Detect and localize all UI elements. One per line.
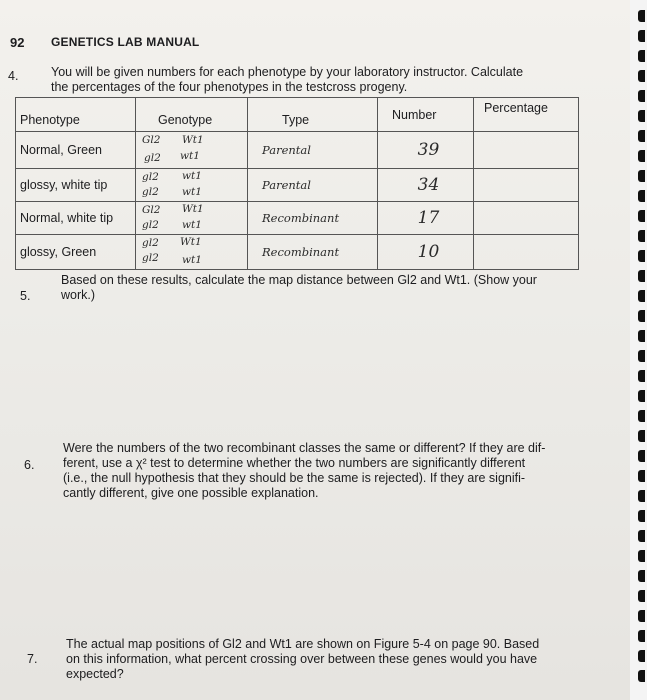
binding-ring: [638, 130, 645, 142]
question-4-number: 4.: [8, 69, 19, 83]
number-cell: 39: [378, 132, 474, 169]
binding-ring: [638, 490, 645, 502]
binding-ring: [638, 190, 645, 202]
question-6-line: cantly different, give one possible explanation.: [63, 486, 319, 500]
question-4-line: the percentages of the four phenotypes in the testcross progeny.: [51, 80, 408, 94]
binding-ring: [638, 610, 645, 622]
type-cell: Recombinant: [248, 202, 378, 235]
binding-ring: [638, 50, 645, 62]
type-cell: Recombinant: [248, 235, 378, 270]
phenotype-table: [15, 97, 579, 270]
question-5-line: Based on these results, calculate the map distance between Gl2 and Wt1. (Show your: [61, 273, 537, 287]
genotype-allele: wt1: [182, 170, 202, 182]
question-4-line: You will be given numbers for each phenotype by your laboratory instructor. Calculate: [51, 65, 524, 79]
binding-ring: [638, 270, 645, 282]
phenotype-cell: glossy, Green: [16, 235, 136, 270]
genotype-allele: gl2: [142, 171, 159, 183]
number-cell: 34: [378, 169, 474, 202]
percentage-cell: [474, 202, 579, 235]
header-number: Number: [378, 98, 474, 132]
question-6-line: (i.e., the null hypothesis that they should be the same is rejected). If they are signifi-: [63, 471, 526, 485]
binding-ring: [638, 370, 645, 382]
binding-ring: [638, 90, 645, 102]
question-7-text: [66, 637, 539, 682]
question-5-text: [61, 273, 537, 303]
phenotype-cell: Normal, white tip: [16, 202, 136, 235]
binding-ring: [638, 550, 645, 562]
question-5-number: 5.: [20, 289, 31, 303]
genotype-allele: gl2: [144, 152, 161, 164]
binding-ring: [638, 410, 645, 422]
percentage-cell: [474, 132, 579, 169]
binding-ring: [638, 330, 645, 342]
type-cell: Parental: [248, 169, 378, 202]
genotype-allele: gl2: [142, 219, 159, 231]
binding-ring: [638, 450, 645, 462]
binding-ring: [638, 350, 645, 362]
binding-ring: [638, 150, 645, 162]
phenotype-cell: glossy, white tip: [16, 169, 136, 202]
binding-ring: [638, 110, 645, 122]
binding-ring: [638, 250, 645, 262]
question-7-line: on this information, what percent crossing over between these genes would you have: [66, 652, 538, 666]
binding-ring: [638, 310, 645, 322]
genotype-allele: Wt1: [182, 203, 204, 215]
table-row: [16, 132, 579, 169]
binding-ring: [638, 170, 645, 182]
running-title: GENETICS LAB MANUAL: [51, 35, 200, 49]
table-header-row: [16, 98, 579, 132]
genotype-allele: wt1: [180, 150, 200, 162]
binding-ring: [638, 290, 645, 302]
binding-ring: [638, 10, 645, 22]
binding-ring: [638, 430, 645, 442]
page-number: 92: [10, 35, 25, 50]
genotype-allele: gl2: [142, 186, 159, 198]
type-cell: Parental: [248, 132, 378, 169]
question-6-number: 6.: [24, 458, 35, 472]
binding-ring: [638, 590, 645, 602]
phenotype-cell: Normal, Green: [16, 132, 136, 169]
question-7-line: expected?: [66, 667, 124, 681]
genotype-allele: Gl2: [142, 134, 161, 146]
binding-ring: [638, 510, 645, 522]
binding-ring: [638, 530, 645, 542]
genotype-allele: wt1: [182, 219, 202, 231]
question-7-line: The actual map positions of Gl2 and Wt1 are shown on Figure 5-4 on page 90. Based: [66, 637, 540, 651]
question-4-text: [51, 65, 523, 95]
binding-ring: [638, 390, 645, 402]
genotype-allele: gl2: [142, 237, 159, 249]
binding-ring: [638, 230, 645, 242]
genotype-allele: wt1: [182, 186, 202, 198]
header-type: Type: [248, 98, 378, 132]
binding-ring: [638, 70, 645, 82]
question-6-line: ferent, use a χ² test to determine whether the two numbers are significantly different: [63, 456, 526, 470]
genotype-allele: Wt1: [180, 236, 202, 248]
header-phenotype: Phenotype: [16, 98, 136, 132]
genotype-allele: Gl2: [142, 204, 161, 216]
binding-ring: [638, 210, 645, 222]
binding-ring: [638, 650, 645, 662]
header-genotype: Genotype: [136, 98, 248, 132]
question-6-text: [63, 441, 545, 501]
binding-ring: [638, 630, 645, 642]
percentage-cell: [474, 235, 579, 270]
table-row: [16, 235, 579, 270]
genotype-allele: Wt1: [182, 134, 204, 146]
question-7-number: 7.: [27, 652, 38, 666]
question-5-line: work.): [61, 288, 96, 302]
genotype-cell: [136, 202, 248, 235]
spiral-binding: [630, 0, 647, 700]
number-cell: 17: [378, 202, 474, 235]
table-row: [16, 169, 579, 202]
number-cell: 10: [378, 235, 474, 270]
percentage-cell: [474, 169, 579, 202]
genotype-allele: gl2: [142, 252, 159, 264]
header-percentage: Percentage: [474, 98, 579, 132]
question-6-line: Were the numbers of the two recombinant classes the same or different? If they are dif-: [63, 441, 546, 455]
table-row: [16, 202, 579, 235]
genotype-cell: [136, 169, 248, 202]
binding-ring: [638, 30, 645, 42]
binding-ring: [638, 470, 645, 482]
binding-ring: [638, 670, 645, 682]
genotype-allele: wt1: [182, 254, 202, 266]
genotype-cell: [136, 132, 248, 169]
genotype-cell: [136, 235, 248, 270]
binding-ring: [638, 570, 645, 582]
